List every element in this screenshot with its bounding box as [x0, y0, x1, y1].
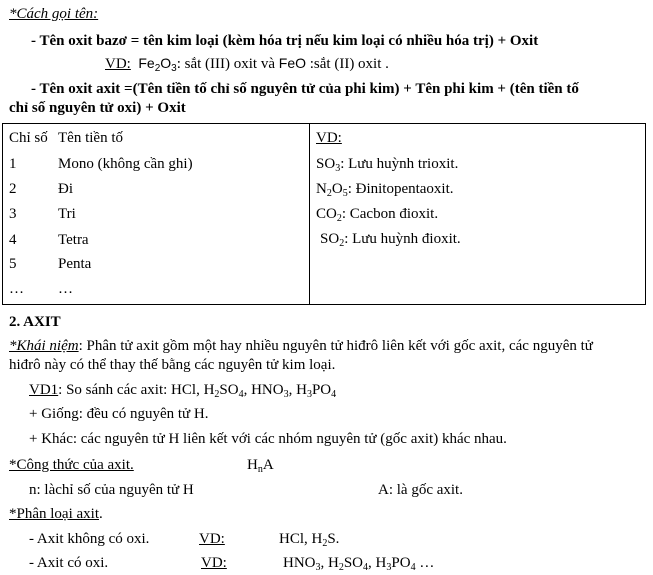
classification-label-text: *Phân loại axit [9, 506, 99, 522]
prefix-name: Tetra [58, 232, 89, 248]
concept-label: *Khái niệm [9, 338, 79, 354]
prefix-name: Đi [58, 181, 73, 197]
prefix-name: Tri [58, 206, 76, 222]
formula-part: , H [368, 555, 387, 571]
prefix-index: 5 [9, 256, 17, 272]
formula-part: , H [288, 382, 307, 398]
formula-subscript: 4 [331, 389, 337, 400]
no-oxygen-vd: VD: [199, 531, 225, 547]
formula-subscript: 2 [326, 188, 332, 199]
formula-subscript: 5 [342, 188, 348, 199]
acid-with-oxygen: - Axit có oxi. [29, 555, 109, 571]
formula-subscript: 2 [336, 213, 342, 224]
formula-part: SO [320, 231, 340, 247]
formula-part: SO [219, 382, 239, 398]
formula-subscript: 4 [238, 389, 244, 400]
prefix-column [3, 124, 310, 305]
classification-label [9, 505, 103, 524]
example-so2 [320, 230, 461, 251]
formula-subscript: 3 [306, 389, 312, 400]
formula-subscript: 2 [214, 389, 220, 400]
prefix-name: Mono (không cần ghi) [58, 156, 193, 172]
acid-vd1 [29, 381, 336, 402]
general-formula [247, 456, 274, 477]
feo-formula: FeO [278, 55, 306, 71]
concept-text: : Phân tử axit gồm một hay nhiều nguyên tử hiđrô liên kết với gốc axit, các nguyên tử [78, 338, 593, 354]
section-title-acid: 2. AXIT [9, 314, 61, 330]
acid-oxide-rule-line2: chỉ số nguyên tử oxi) + Oxit [9, 100, 186, 116]
examples-label: VD: [316, 130, 342, 146]
fe2o3-part-fe: Fe [138, 55, 155, 71]
formula-a: A [262, 457, 274, 473]
formula-part: S. [327, 531, 340, 547]
example-n2o5 [316, 180, 454, 201]
acid-no-oxygen: - Axit không có oxi. [29, 531, 150, 547]
prefix-index: 2 [9, 181, 17, 197]
formula-subscript: 4 [363, 562, 369, 573]
formula-part: N [316, 181, 327, 197]
formula-part: HCl, H [279, 531, 323, 547]
vd1-text: : So sánh các axit: HCl, H [58, 382, 215, 398]
formula-part: … [415, 555, 435, 571]
example-name: : Đinitopentaoxit. [347, 181, 454, 197]
prefix-table [2, 123, 646, 305]
base-oxide-label: - Tên oxit bazơ [31, 33, 127, 49]
acid-oxide-rule-line1: - Tên oxit axit =(Tên tiền tố chỉ số nguyên tử của phi kim) + Tên phi kim + (tên tiền tố [31, 81, 579, 97]
formula-part: SO [343, 555, 364, 571]
formula-subscript: 3 [335, 163, 341, 174]
vd1-label: VD1 [29, 382, 59, 398]
fe2o3-sub-3: 3 [171, 63, 177, 74]
naming-heading-text: *Cách gọi tên: [9, 6, 99, 22]
example-so3 [316, 155, 458, 176]
prefix-index: 4 [9, 232, 17, 248]
formula-subscript: 2 [339, 238, 345, 249]
formula-part: , H [320, 555, 339, 571]
with-oxygen-vd: VD: [201, 555, 227, 571]
base-example-rest2: :sắt (II) oxit . [306, 56, 389, 72]
header-prefix: Tên tiền tố [58, 130, 123, 146]
base-oxide-example [105, 55, 389, 76]
prefix-name: … [58, 281, 73, 297]
formula-subscript: 3 [386, 562, 392, 573]
base-example-rest1: : sắt (III) oxit và [176, 56, 279, 72]
acid-concept-line1 [9, 337, 593, 356]
formula-part: HNO [283, 555, 316, 571]
formula-part: CO [316, 206, 337, 222]
examples-column [310, 124, 646, 305]
fe2o3-formula [138, 55, 177, 74]
n-description: n: làchỉ số của nguyên tử H [29, 482, 194, 498]
formula-part: SO [316, 156, 336, 172]
header-index: Chỉ số [9, 130, 48, 146]
formula-label: *Công thức của axit. [9, 457, 134, 473]
acid-concept-line2: hiđrô này có thể thay thế bằng các nguyên tử kim loại. [9, 357, 336, 373]
prefix-index: … [9, 281, 24, 297]
formula-part: PO [391, 555, 411, 571]
a-description: A: là gốc axit. [378, 482, 463, 498]
example-name: : Lưu huỳnh trioxit. [340, 156, 459, 172]
fe2o3-part-o: O [160, 55, 172, 71]
formula-subscript: 4 [410, 562, 416, 573]
prefix-index: 3 [9, 206, 17, 222]
formula-subscript: 3 [315, 562, 321, 573]
formula-n: n [257, 464, 263, 475]
formula-subscript: 2 [322, 538, 328, 549]
formula-h: H [247, 457, 258, 473]
acid-same: + Giống: đều có nguyên tử H. [29, 406, 209, 422]
fe2o3-sub-2: 2 [154, 63, 161, 74]
base-oxide-rule [31, 32, 538, 51]
formula-subscript: 3 [283, 389, 289, 400]
with-oxygen-examples [283, 554, 434, 575]
formula-part: , HNO [243, 382, 284, 398]
base-oxide-rule-text: = tên kim loại (kèm hóa trị nếu kim loại có nhiều hóa trị) + Oxit [126, 33, 539, 49]
prefix-name: Penta [58, 256, 92, 272]
prefix-index: 1 [9, 156, 17, 172]
formula-subscript: 2 [338, 562, 344, 573]
classification-dot: . [99, 506, 103, 522]
example-name: : Cacbon đioxit. [341, 206, 439, 222]
base-example-label: VD: [105, 56, 131, 72]
formula-part: PO [311, 382, 332, 398]
example-name: : Lưu huỳnh đioxit. [344, 231, 461, 247]
acid-diff: + Khác: các nguyên tử H liên kết với các nhóm nguyên tử (gốc axit) khác nhau. [29, 431, 507, 447]
naming-heading [9, 5, 98, 24]
no-oxygen-examples [279, 530, 339, 551]
formula-part: O [331, 181, 343, 197]
example-co2 [316, 205, 438, 226]
